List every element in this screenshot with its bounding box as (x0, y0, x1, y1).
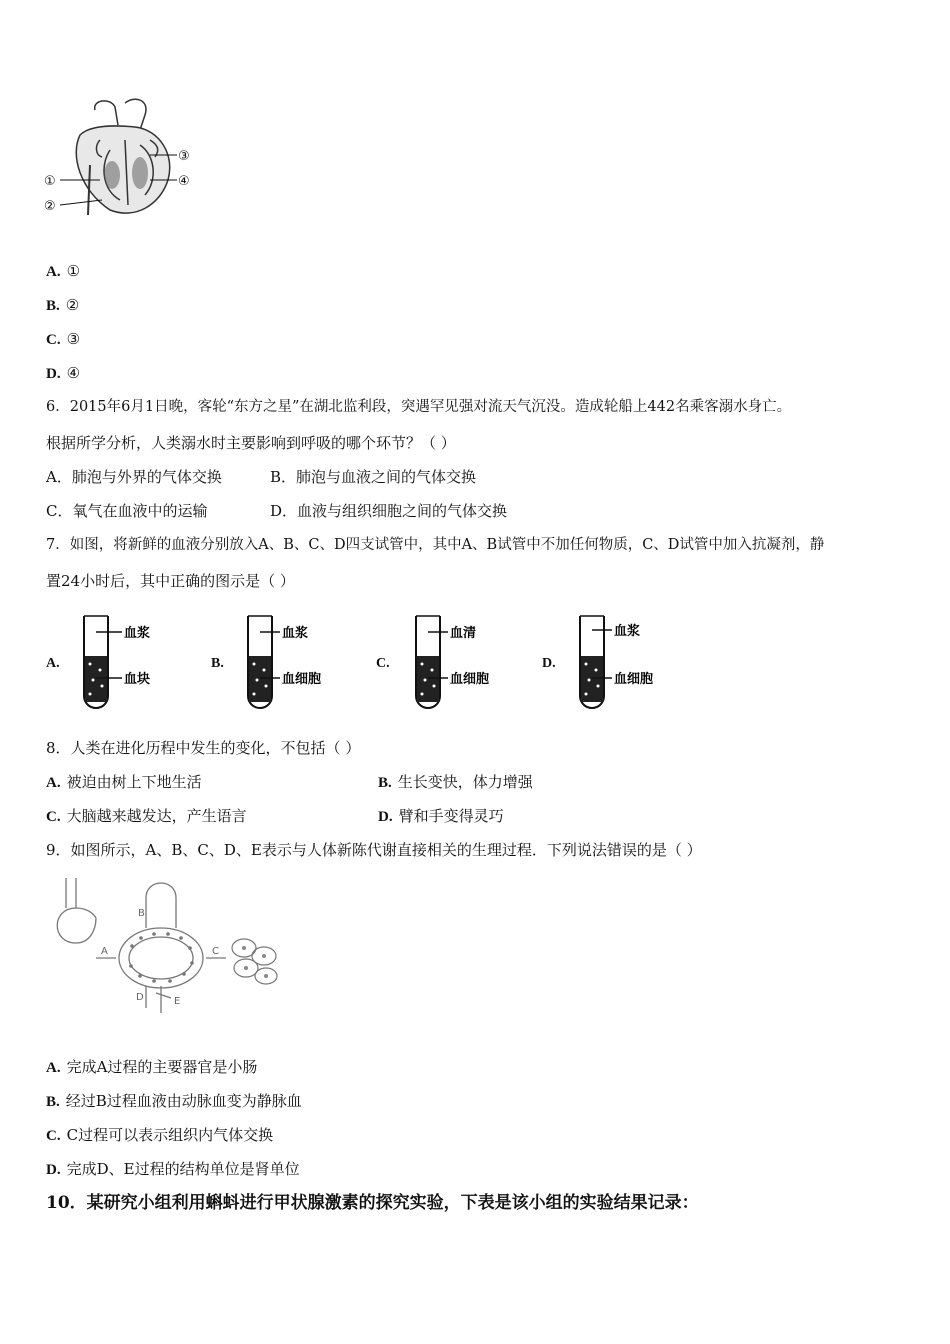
q6-option-c: C．氧气在血液中的运输 (46, 502, 208, 520)
q9-stem: 9．如图所示，A、B、C、D、E表示与人体新陈代谢直接相关的生理过程．下列说法错误的是（ ） (46, 841, 702, 859)
q8-option-c: C. 大脑越来越发达，产生语言 (46, 807, 247, 825)
q6-option-b: B．肺泡与血液之间的气体交换 (270, 468, 477, 486)
heart-label-3: ③ (178, 149, 190, 164)
tube-b-top-label: 血浆 (282, 626, 309, 641)
metabolism-diagram (46, 868, 296, 1018)
q6-option-a: A．肺泡与外界的气体交换 (46, 468, 222, 486)
tube-a-top-label: 血浆 (124, 626, 151, 641)
q6-option-d: D．血液与组织细胞之间的气体交换 (270, 502, 508, 520)
q6-stem-line2: 根据所学分析，人类溺水时主要影响到呼吸的哪个环节？（ ） (46, 434, 456, 452)
tube-c (410, 612, 540, 712)
q5-option-a: A. ① (46, 262, 81, 280)
q9-option-c: C. C过程可以表示组织内气体交换 (46, 1126, 274, 1144)
tube-d (574, 612, 704, 712)
q8-option-a: A. 被迫由树上下地生活 (46, 773, 202, 791)
process-label-c: C (212, 946, 219, 957)
tube-d-letter: D. (542, 656, 556, 671)
tube-b-letter: B. (211, 656, 224, 671)
q5-option-d: D. ④ (46, 364, 81, 382)
tube-d-top-label: 血浆 (614, 624, 641, 639)
q7-stem-line1: 7．如图，将新鲜的血液分别放入A、B、C、D四支试管中，其中A、B试管中不加任何物质，C、D试管中加入抗凝剂，静 (46, 537, 825, 553)
tube-d-bottom-label: 血细胞 (614, 672, 654, 687)
tube-b (242, 612, 372, 712)
q9-option-a: A. 完成A过程的主要器官是小肠 (46, 1058, 258, 1076)
heart-label-2: ② (44, 199, 56, 214)
q6-stem-line1: 6．2015年6月1日晚，客轮“东方之星”在湖北监利段，突遇罕见强对流天气沉没。造成轮船上442名乘客溺水身亡。 (46, 399, 792, 415)
tube-c-bottom-label: 血细胞 (450, 672, 490, 687)
q5-option-c: C. ③ (46, 330, 81, 348)
q5-option-b: B. ② (46, 296, 80, 314)
heart-label-4: ④ (178, 174, 190, 189)
q8-option-d: D. 臂和手变得灵巧 (378, 807, 504, 825)
heart-diagram (40, 95, 210, 230)
tube-a-bottom-label: 血块 (124, 672, 151, 687)
process-label-d: D (136, 992, 144, 1003)
tube-c-top-label: 血清 (450, 626, 477, 641)
tube-a-letter: A. (46, 656, 60, 671)
q7-stem-line2: 置24小时后，其中正确的图示是（ ） (46, 572, 295, 590)
tube-a (78, 612, 198, 712)
q10-stem: 10．某研究小组利用蝌蚪进行甲状腺激素的探究实验，下表是该小组的实验结果记录： (46, 1193, 699, 1213)
q9-option-d: D. 完成D、E过程的结构单位是肾单位 (46, 1160, 300, 1178)
q8-option-b: B. 生长变快，体力增强 (378, 773, 533, 791)
process-label-b: B (138, 908, 145, 919)
tube-c-letter: C. (376, 656, 390, 671)
process-label-e: E (174, 996, 181, 1007)
process-label-a: A (101, 946, 108, 957)
q9-option-b: B. 经过B过程血液由动脉血变为静脉血 (46, 1092, 302, 1110)
heart-label-1: ① (44, 174, 56, 189)
tube-b-bottom-label: 血细胞 (282, 672, 322, 687)
q8-stem: 8．人类在进化历程中发生的变化，不包括（ ） (46, 739, 361, 757)
